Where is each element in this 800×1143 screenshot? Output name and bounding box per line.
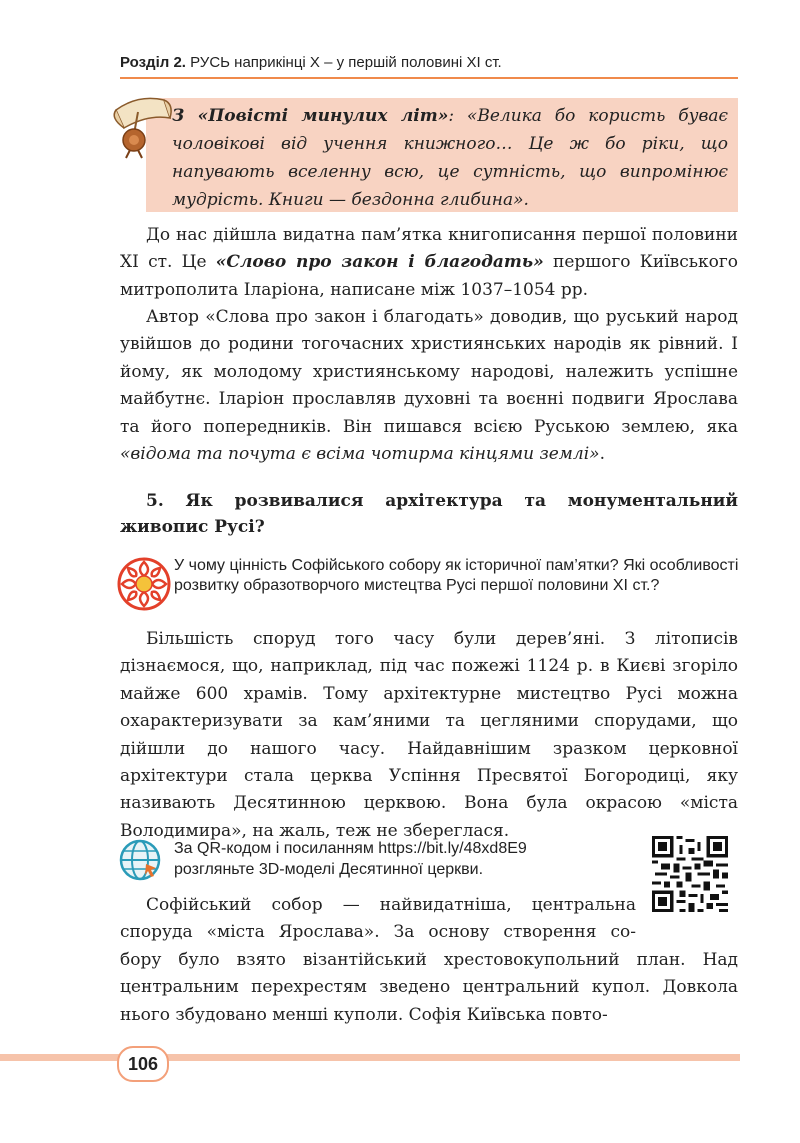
- footer-bar: [0, 1054, 740, 1061]
- page-header: [120, 54, 740, 71]
- work-title: «Слово про закон і благодать»: [215, 252, 544, 273]
- paragraph-4-line-1: Софійський собор — найвидатніша, центральна: [146, 895, 636, 915]
- question-text: У чому цінність Софійського собору як історичної пам’ятки? Які особливості розвитку образотворчого мистецтва Русі першої половини ХІ ст.?: [174, 557, 739, 594]
- paragraph-1: [120, 222, 738, 304]
- paragraph-2: [120, 304, 738, 468]
- quote-text: [172, 102, 728, 214]
- scroll-seal-icon: [108, 88, 178, 160]
- web-note-line-1: За QR-кодом і посиланням https://bit.ly/48xd8E9: [174, 840, 527, 857]
- section-heading: 5. Як розвивалися архітектура та монументальний живопис Русі?: [120, 491, 738, 537]
- ornament-sun-icon: [116, 556, 172, 612]
- header-divider: [120, 77, 738, 79]
- paragraph-3: Більшість споруд того часу були дерев’яні. З літописів дізнаємося, що, наприклад, під час пожежі 1124 р. в Києві згоріло майже 600 храмів. Тому архітектурне мистецтво Русі можна охарактеризувати за кам’яними та цегляними спорудами, що дійшли до нашого часу. Найдавнішим зразком церковної архітектури стала церква Успіння Пресвятої Богородиці, яку називають Десятинною церквою. Вона була окрасою «міста Володимира», на жаль, теж не збереглася.: [120, 629, 738, 841]
- paragraph-2-start: Автор «Слова про закон і благодать» доводив, що руський народ увійшов до родини тогочасних християнських народів як рівний. І йому, як молодому християнському народові, належить успішне майбутнє. Іларіон прославляв духовні та воєнні подвиги Ярослава та його попередників. Він пишався всією Руською землею, яка: [120, 307, 738, 437]
- section-label: Розділ 2.: [120, 54, 186, 71]
- web-note: [174, 838, 634, 880]
- section-title: РУСЬ наприкінці Х – у першій половині ХІ ст.: [190, 54, 502, 71]
- quote-source: З «Повісті минулих літ»: [172, 106, 449, 126]
- paragraph-2-quote: «відома та почута є всіма чотирма кінцями землі»: [120, 444, 600, 465]
- qr-code[interactable]: [652, 836, 728, 912]
- paragraph-4-line-2: споруда «міста Ярослава». За основу створення со-: [120, 922, 636, 943]
- web-note-line-2: розгляньте 3D-моделі Десятинної церкви.: [174, 861, 484, 878]
- paragraph-1-end: першого Київського митрополита Іларіона, написане між 1037–1054 рр.: [120, 252, 738, 300]
- page-number: 106: [117, 1046, 169, 1082]
- globe-icon: [118, 838, 162, 882]
- paragraph-4-rest: бору було взято візантійський хрестовокупольний план. Над центральним перехрестям зведено центральний купол. Довкола нього збудовано менші куполи. Софія Київська повто-: [120, 949, 738, 1025]
- paragraph-1-start: До нас дійшла видатна пам’ятка книгописання першої половини ХІ ст. Це: [120, 225, 738, 273]
- quote-body: : «Велика бо користь буває чоловікові від учення книжного… Це ж бо ріки, що напувають вселенну всю, це сутність, що випромінює мудрість. Книги — бездонна глибина».: [172, 106, 728, 210]
- paragraph-2-end: .: [599, 444, 605, 465]
